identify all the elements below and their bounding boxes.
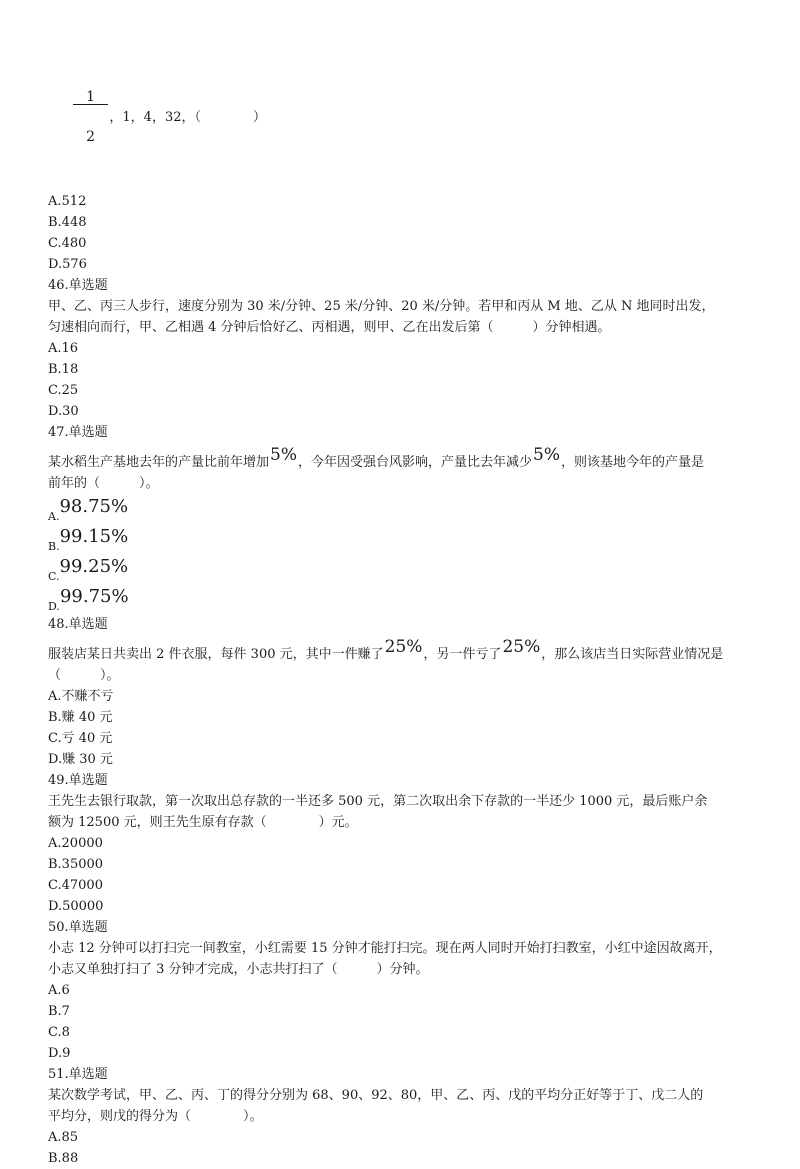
option-c[interactable]: C.480 — [48, 236, 87, 251]
question-header: 47.单选题 — [48, 425, 108, 440]
question-50 — [48, 917, 768, 1064]
option-c[interactable] — [48, 554, 768, 584]
option-d[interactable]: D.576 — [48, 257, 87, 272]
option-c[interactable]: C.8 — [48, 1025, 70, 1040]
option-a[interactable]: A.20000 — [48, 836, 103, 851]
fraction-denominator: 2 — [86, 129, 96, 145]
question-stem-line-2: （ ）。 — [48, 668, 120, 683]
option-a[interactable]: A.6 — [48, 983, 70, 998]
question-header: 48.单选题 — [48, 617, 108, 632]
question-47 — [48, 422, 768, 614]
option-d[interactable] — [48, 584, 768, 614]
question-45 — [48, 44, 768, 275]
percent-value: 25% — [384, 637, 423, 657]
option-d[interactable]: D.30 — [48, 404, 79, 419]
stem-text: ，今年因受强台风影响，产量比去年减少 — [298, 455, 533, 470]
option-d[interactable]: D.50000 — [48, 899, 104, 914]
option-b[interactable]: B.88 — [48, 1151, 79, 1166]
question-stem-line-2: 匀速相向而行，甲、乙相遇 4 分钟后恰好乙、丙相遇，则甲、乙在出发后第（ ）分钟相遇。 — [48, 320, 611, 335]
option-letter: D. — [48, 600, 60, 613]
question-stem-line-1: 甲、乙、丙三人步行，速度分别为 30 米/分钟、25 米/分钟、20 米/分钟。若甲和丙从 M 地、乙从 N 地同时出发， — [48, 299, 715, 314]
option-value: 99.75% — [59, 586, 129, 607]
fraction-numerator: 1 — [73, 91, 109, 105]
percent-value: 25% — [502, 637, 541, 657]
fraction — [73, 65, 109, 170]
question-header: 49.单选题 — [48, 773, 108, 788]
option-b[interactable] — [48, 524, 768, 554]
option-a[interactable] — [48, 494, 768, 524]
percent-value: 5% — [270, 445, 297, 465]
question-stem-text: ，1，4，32，（ ） — [109, 110, 266, 125]
option-d[interactable]: D.9 — [48, 1046, 71, 1061]
question-stem-line-2: 额为 12500 元，则王先生原有存款（ ）元。 — [48, 815, 358, 830]
question-header: 46.单选题 — [48, 278, 108, 293]
option-letter: A. — [48, 510, 60, 523]
question-46 — [48, 275, 768, 422]
option-b[interactable]: B.35000 — [48, 857, 104, 872]
question-header: 50.单选题 — [48, 920, 108, 935]
option-a[interactable]: A.512 — [48, 194, 87, 209]
question-stem-line-1: 王先生去银行取款，第一次取出总存款的一半还多 500 元，第二次取出余下存款的一半还少 1000 元，最后账户余 — [48, 794, 708, 809]
question-header: 51.单选题 — [48, 1067, 108, 1082]
question-stem-line-2: 前年的（ ）。 — [48, 476, 159, 491]
option-letter: C. — [48, 570, 60, 583]
stem-text: ，则该基地今年的产量是 — [561, 455, 705, 470]
option-value: 98.75% — [59, 496, 129, 517]
option-b[interactable]: B.448 — [48, 215, 87, 230]
stem-text: ，另一件亏了 — [423, 647, 502, 662]
stem-text: ，那么该店当日实际营业情况是 — [541, 647, 724, 662]
option-value: 99.15% — [59, 526, 129, 547]
question-stem-line-2: 平均分，则戊的得分为（ ）。 — [48, 1109, 263, 1124]
option-a[interactable]: A.16 — [48, 341, 79, 356]
question-stem-line-1: 某次数学考试，甲、乙、丙、丁的得分分别为 68、90、92、80，甲、乙、丙、戊的平均分正好等于丁、戊二人的 — [48, 1088, 704, 1103]
option-c[interactable]: C.亏 40 元 — [48, 731, 113, 746]
question-stem-line-1 — [48, 445, 768, 473]
question-stem — [48, 44, 768, 191]
question-stem-line-2: 小志又单独打扫了 3 分钟才完成，小志共打扫了（ ）分钟。 — [48, 962, 429, 977]
stem-text: 服装店某日共卖出 2 件衣服，每件 300 元，其中一件赚了 — [48, 647, 384, 662]
exam-page — [48, 44, 768, 1169]
option-b[interactable]: B.7 — [48, 1004, 70, 1019]
question-51 — [48, 1064, 768, 1169]
option-letter: B. — [48, 540, 60, 553]
percent-value: 5% — [533, 445, 560, 465]
option-b[interactable]: B.18 — [48, 362, 79, 377]
option-a[interactable]: A.不赚不亏 — [48, 689, 114, 704]
question-48 — [48, 614, 768, 770]
question-stem-line-1: 小志 12 分钟可以打扫完一间教室，小红需要 15 分钟才能打扫完。现在两人同时开始打扫教室，小红中途因故离开， — [48, 941, 722, 956]
question-stem-line-1 — [48, 637, 768, 665]
option-c[interactable]: C.25 — [48, 383, 79, 398]
option-d[interactable]: D.赚 30 元 — [48, 752, 113, 767]
option-b[interactable]: B.赚 40 元 — [48, 710, 113, 725]
question-49 — [48, 770, 768, 917]
option-c[interactable]: C.47000 — [48, 878, 103, 893]
stem-text: 某水稻生产基地去年的产量比前年增加 — [48, 455, 270, 470]
option-value: 99.25% — [59, 556, 129, 577]
option-a[interactable]: A.85 — [48, 1130, 79, 1145]
